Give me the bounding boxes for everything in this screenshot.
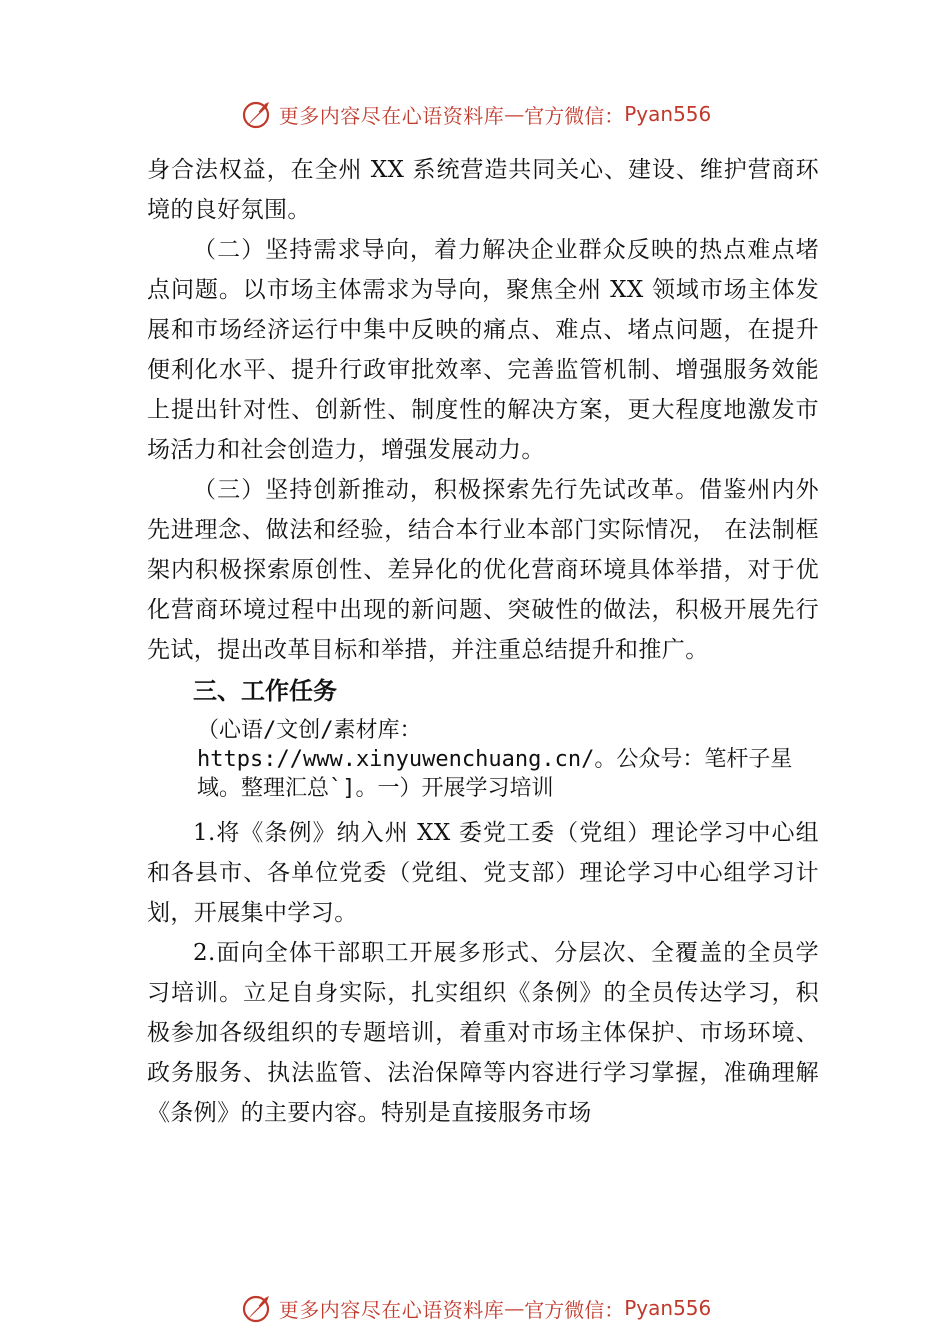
section-heading-3: 三、工作任务 bbox=[193, 677, 337, 705]
watermark-tail-text: 官方微信： bbox=[524, 1297, 625, 1322]
quill-logo-icon bbox=[239, 1290, 275, 1326]
document-body bbox=[147, 150, 819, 1133]
source-note: （心语/文创/素材库：https://www.xinyuwenchuang.cn/。公众号：笔杆子星域。整理汇总`]。一）开展学习培训 bbox=[197, 718, 793, 801]
watermark-footer bbox=[0, 1288, 950, 1328]
watermark-main-text: 更多内容尽在心语资料库 bbox=[278, 1297, 505, 1322]
watermark-tail-text: 官方微信： bbox=[524, 103, 625, 128]
paragraph-4: 1.将《条例》纳入州 XX 委党工委（党组）理论学习中心组和各县市、各单位党委（党组、党支部）理论学习中心组学习计划，开展集中学习。 bbox=[147, 820, 819, 926]
watermark-wechat-id: Pyan556 bbox=[624, 102, 712, 126]
paragraph-5: 2.面向全体干部职工开展多形式、分层次、全覆盖的全员学习培训。立足自身实际，扎实组织《条例》的全员传达学习，积极参加各级组织的专题培训，着重对市场主体保护、市场环境、政务服务、执法监管、法治保障等内容进行学习掌握，准确理解《条例》的主要内容。特别是直接服务市场 bbox=[147, 940, 819, 1126]
watermark-header bbox=[0, 94, 950, 134]
paragraph-3: （三）坚持创新推动，积极探索先行先试改革。借鉴州内外先进理念、做法和经验，结合本行业本部门实际情况， 在法制框架内积极探索原创性、差异化的优化营商环境具体举措，对于优化营商环境过程中出现的新问题、突破性的做法，积极开展先行先试，提出改革目标和举措，并注重总结提升和推广。 bbox=[147, 477, 819, 663]
watermark-separator: — bbox=[504, 1296, 525, 1320]
watermark-wechat-id: Pyan556 bbox=[624, 1296, 712, 1320]
paragraph-2: （二）坚持需求导向，着力解决企业群众反映的热点难点堵点问题。以市场主体需求为导向，聚焦全州 XX 领域市场主体发展和市场经济运行中集中反映的痛点、难点、堵点问题，在提升便利化水平、提升行政审批效率、完善监管机制、增强服务效能上提出针对性、创新性、制度性的解决方案，更大程度地激发市场活力和社会创造力，增强发展动力。 bbox=[147, 237, 819, 463]
watermark-main-text: 更多内容尽在心语资料库 bbox=[278, 103, 505, 128]
paragraph-1: 身合法权益，在全州 XX 系统营造共同关心、建设、维护营商环境的良好氛围。 bbox=[147, 157, 819, 223]
quill-logo-icon bbox=[239, 96, 275, 132]
watermark-separator: — bbox=[504, 102, 525, 126]
